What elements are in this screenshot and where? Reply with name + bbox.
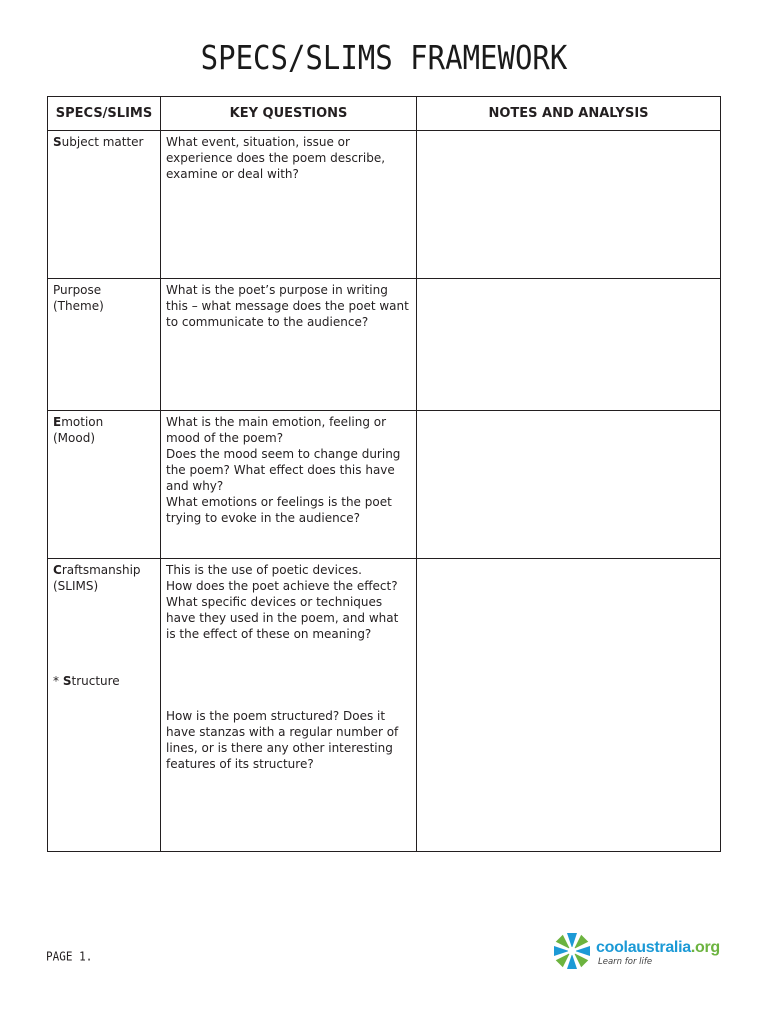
label-text: motion — [61, 415, 104, 429]
label-sub: (Mood) — [53, 431, 96, 445]
question-text: What is the poet’s purpose in writing this – what message does the poet want to communicate to the audience? — [166, 283, 409, 329]
label-text: ubject matter — [61, 135, 144, 149]
row-label-subject — [48, 131, 161, 279]
row-label-craftsmanship — [48, 559, 161, 852]
table-header-row — [48, 97, 721, 131]
row-question-emotion — [161, 411, 417, 559]
table-row — [48, 411, 721, 559]
notes-cell-purpose[interactable] — [417, 279, 721, 411]
row-question-subject — [161, 131, 417, 279]
question-line: This is the use of poetic devices. — [166, 563, 362, 577]
question-line: What emotions or feelings is the poet trying to evoke in the audience? — [166, 495, 392, 525]
question-line: What specific devices or techniques have they used in the poem, and what is the effect of these on meaning? — [166, 595, 399, 641]
structure-label: * Structure — [53, 674, 120, 688]
page-number: PAGE 1. — [46, 949, 93, 964]
question-line: How does the poet achieve the effect? — [166, 579, 398, 593]
label-lead-letter: E — [53, 415, 62, 429]
label-text: raftsmanship — [61, 563, 141, 577]
question-line: Does the mood seem to change during the poem? What effect does this have and why? — [166, 447, 401, 493]
label-sub: (SLIMS) — [53, 579, 99, 593]
notes-cell-emotion[interactable] — [417, 411, 721, 559]
notes-cell-subject[interactable] — [417, 131, 721, 279]
framework-table — [47, 96, 721, 852]
label-text: Purpose — [53, 283, 102, 297]
row-label-emotion — [48, 411, 161, 559]
table-row — [48, 279, 721, 411]
logo-tagline: Learn for life — [598, 957, 653, 967]
question-text: What event, situation, issue or experience does the poem describe, examine or deal with? — [166, 135, 386, 181]
label-sub: (Theme) — [53, 299, 104, 313]
sunburst-logo-icon — [552, 931, 592, 971]
table-row — [48, 131, 721, 279]
header-key-questions: KEY QUESTIONS — [161, 97, 417, 131]
structure-question: How is the poem structured? Does it have stanzas with a regular number of lines, or is there any other interesting features of its structure? — [166, 709, 399, 771]
page-title: SPECS/SLIMS FRAMEWORK — [200, 38, 568, 78]
header-specs-slims: SPECS/SLIMS — [48, 97, 161, 131]
notes-cell-craftsmanship[interactable] — [417, 559, 721, 852]
row-question-purpose — [161, 279, 417, 411]
label-lead-letter: S — [53, 135, 62, 149]
table-row — [48, 559, 721, 852]
question-line: What is the main emotion, feeling or mood of the poem? — [166, 415, 387, 445]
header-notes-analysis: NOTES AND ANALYSIS — [417, 97, 721, 131]
coolaustralia-logo[interactable] — [552, 931, 732, 973]
row-label-purpose — [48, 279, 161, 411]
row-question-craftsmanship — [161, 559, 417, 852]
logo-wordmark: coolaustralia.org — [596, 939, 720, 956]
label-lead-letter: C — [53, 563, 62, 577]
